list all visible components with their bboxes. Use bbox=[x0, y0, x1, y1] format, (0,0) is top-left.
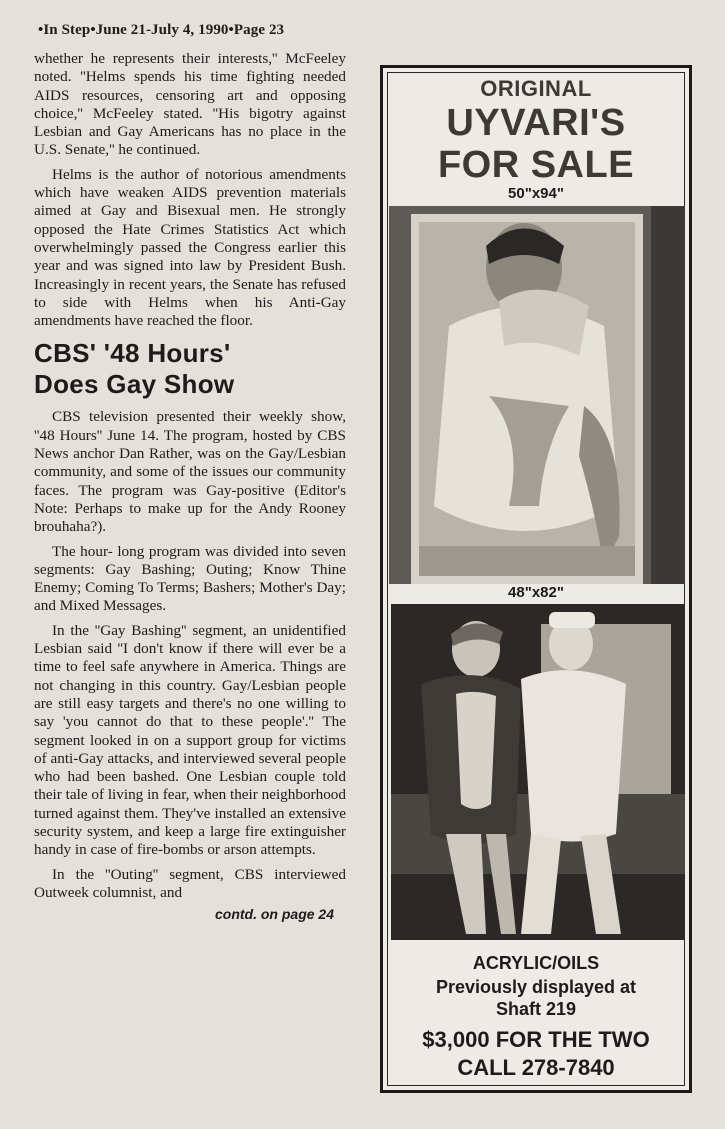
ad-phone: CALL 278-7840 bbox=[457, 1055, 615, 1080]
painting-1-illustration bbox=[389, 206, 685, 584]
article-paragraph: Helms is the author of notorious amendments which have weaken AIDS prevention materials aimed at Gay and Bisexual men. He strongly opposed the Hate Crimes Statistics Act which overwhelmingly passed the Congress earlier this year and was signed into law by President Bush. Increasingly in recent years, the Senate has refused to side with Helms when his Anti-Gay amendments have reached the floor. bbox=[34, 165, 346, 330]
painting-1-size: 50"x94" bbox=[508, 185, 564, 202]
article-paragraph: In the ''Outing'' segment, CBS interviewed Outweek columnist, and bbox=[34, 865, 346, 901]
article-paragraph: whether he represents their interests,'' McFeeley noted. ''Helms spends his time fighting needed AIDS resources, censoring art and opposing choice,'' McFeeley stated. ''His bigotry against Lesbian and Gay Americans has no place in the U.S. Senate,'' he continued. bbox=[34, 50, 346, 159]
painting-1-photo bbox=[389, 206, 685, 584]
ad-line-for-sale: FOR SALE bbox=[437, 144, 635, 186]
ad-line-original: ORIGINAL bbox=[480, 76, 592, 101]
article-column bbox=[34, 50, 346, 922]
ad-displayed-line1: Previously displayed at bbox=[435, 977, 637, 997]
headline-line: CBS' '48 Hours' bbox=[34, 338, 231, 369]
ad-line-artist: UYVARI'S bbox=[446, 102, 626, 144]
page-header: •In Step•June 21-July 4, 1990•Page 23 bbox=[38, 22, 285, 38]
painting-2-size: 48"x82" bbox=[508, 584, 564, 601]
article-headline bbox=[34, 338, 346, 400]
ad-displayed-line2: Shaft 219 bbox=[495, 999, 577, 1019]
ad-price: $3,000 FOR THE TWO bbox=[422, 1027, 650, 1052]
continued-notice: contd. on page 24 bbox=[214, 906, 334, 923]
article-paragraph: The hour- long program was divided into seven segments: Gay Bashing; Outing; Know Thine Enemy; Coming To Terms; Bashers; Mother's Day; and Mixed Messages. bbox=[34, 542, 346, 615]
advertisement bbox=[380, 65, 692, 1093]
headline-line: Does Gay Show bbox=[34, 369, 235, 400]
ad-medium: ACRYLIC/OILS bbox=[472, 953, 600, 973]
article-paragraph: In the ''Gay Bashing'' segment, an unidentified Lesbian said ''I don't know if there will ever be a time to feel safe anywhere in America. Things are not changing in this country. Gay/Lesbian people are still easy targets and there's no one willing to say 'you cannot do that to these people'.'' The segment looked in on a support group for victims of anti-Gay attacks, and interviewed several people who had been bashed. One Lesbian couple told their tale of living in fear, when their neighborhood turned against them. They've installed an extensive security system, and keep a large fire extinguisher handy in case of fire-bombs or arson attempts. bbox=[34, 621, 346, 859]
painting-2-photo bbox=[391, 604, 685, 940]
article-paragraph: CBS television presented their weekly show, ''48 Hours'' June 14. The program, hosted by CBS News anchor Dan Rather, was on the Gay/Lesbian community, and some of the issues our community faces. The program was Gay-positive (Editor's Note: Perhaps to make up for the Andy Rooney brouhaha?). bbox=[34, 408, 346, 536]
ad-bottom-text bbox=[383, 952, 689, 1082]
painting-2-illustration bbox=[391, 604, 685, 940]
